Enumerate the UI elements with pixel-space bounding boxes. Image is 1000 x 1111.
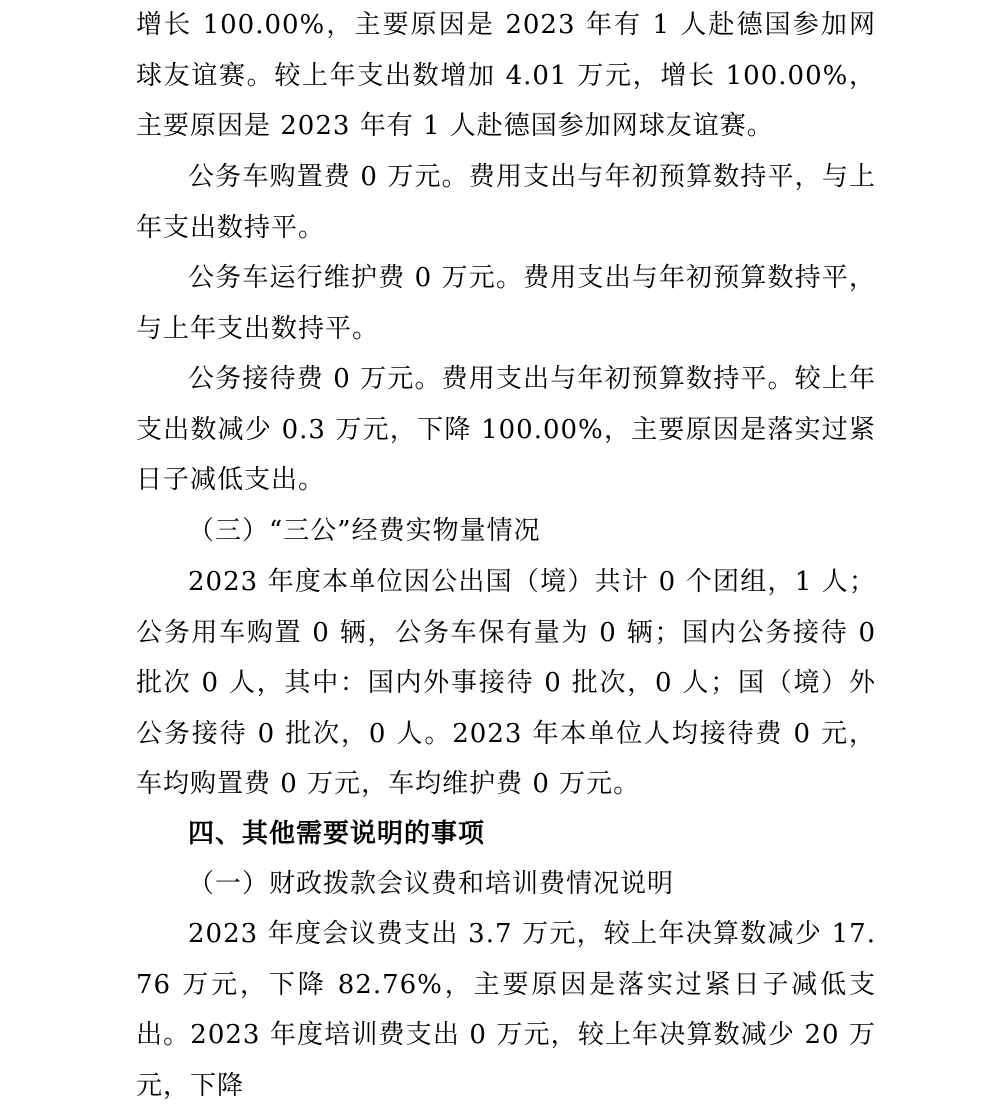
section-heading-other-matters: 四、其他需要说明的事项: [188, 819, 486, 849]
paragraph-meeting-training: 2023 年度会议费支出 3.7 万元，较上年决算数减少 17.76 万元，下降 82.76%，主要原因是落实过紧日子减低支出。2023 年度培训费支出 0 万元，较上年决算数减少 20 万元，下降: [136, 919, 876, 1101]
paragraph-physical-quantity: 2023 年度本单位因公出国（境）共计 0 个团组，1 人；公务用车购置 0 辆，公务车保有量为 0 辆；国内公务接待 0 批次 0 人，其中：国内外事接待 0 批次，0 人；国（境）外公务接待 0 批次，0 人。2023 年本单位人均接待费 0 元，车均购置费 0 万元，车均维护费 0 万元。: [136, 567, 876, 799]
section-heading-physical-quantity: （三）“三公”经费实物量情况: [188, 516, 541, 546]
paragraph-reception: 公务接待费 0 万元。费用支出与年初预算数持平。较上年支出数减少 0.3 万元，下降 100.00%，主要原因是落实过紧日子减低支出。: [136, 364, 876, 495]
paragraph-vehicle-purchase: 公务车购置费 0 万元。费用支出与年初预算数持平，与上年支出数持平。: [136, 162, 876, 243]
paragraph-vehicle-maintenance: 公务车运行维护费 0 万元。费用支出与年初预算数持平，与上年支出数持平。: [136, 263, 876, 344]
subsection-heading-meeting-training: （一）财政拨款会议费和培训费情况说明: [188, 869, 675, 899]
paragraph-outbound-travel-continued: 增长 100.00%，主要原因是 2023 年有 1 人赴德国参加网球友谊赛。较上年支出数增加 4.01 万元，增长 100.00%，主要原因是 2023 年有 1 人赴德国参加网球友谊赛。: [136, 10, 876, 141]
